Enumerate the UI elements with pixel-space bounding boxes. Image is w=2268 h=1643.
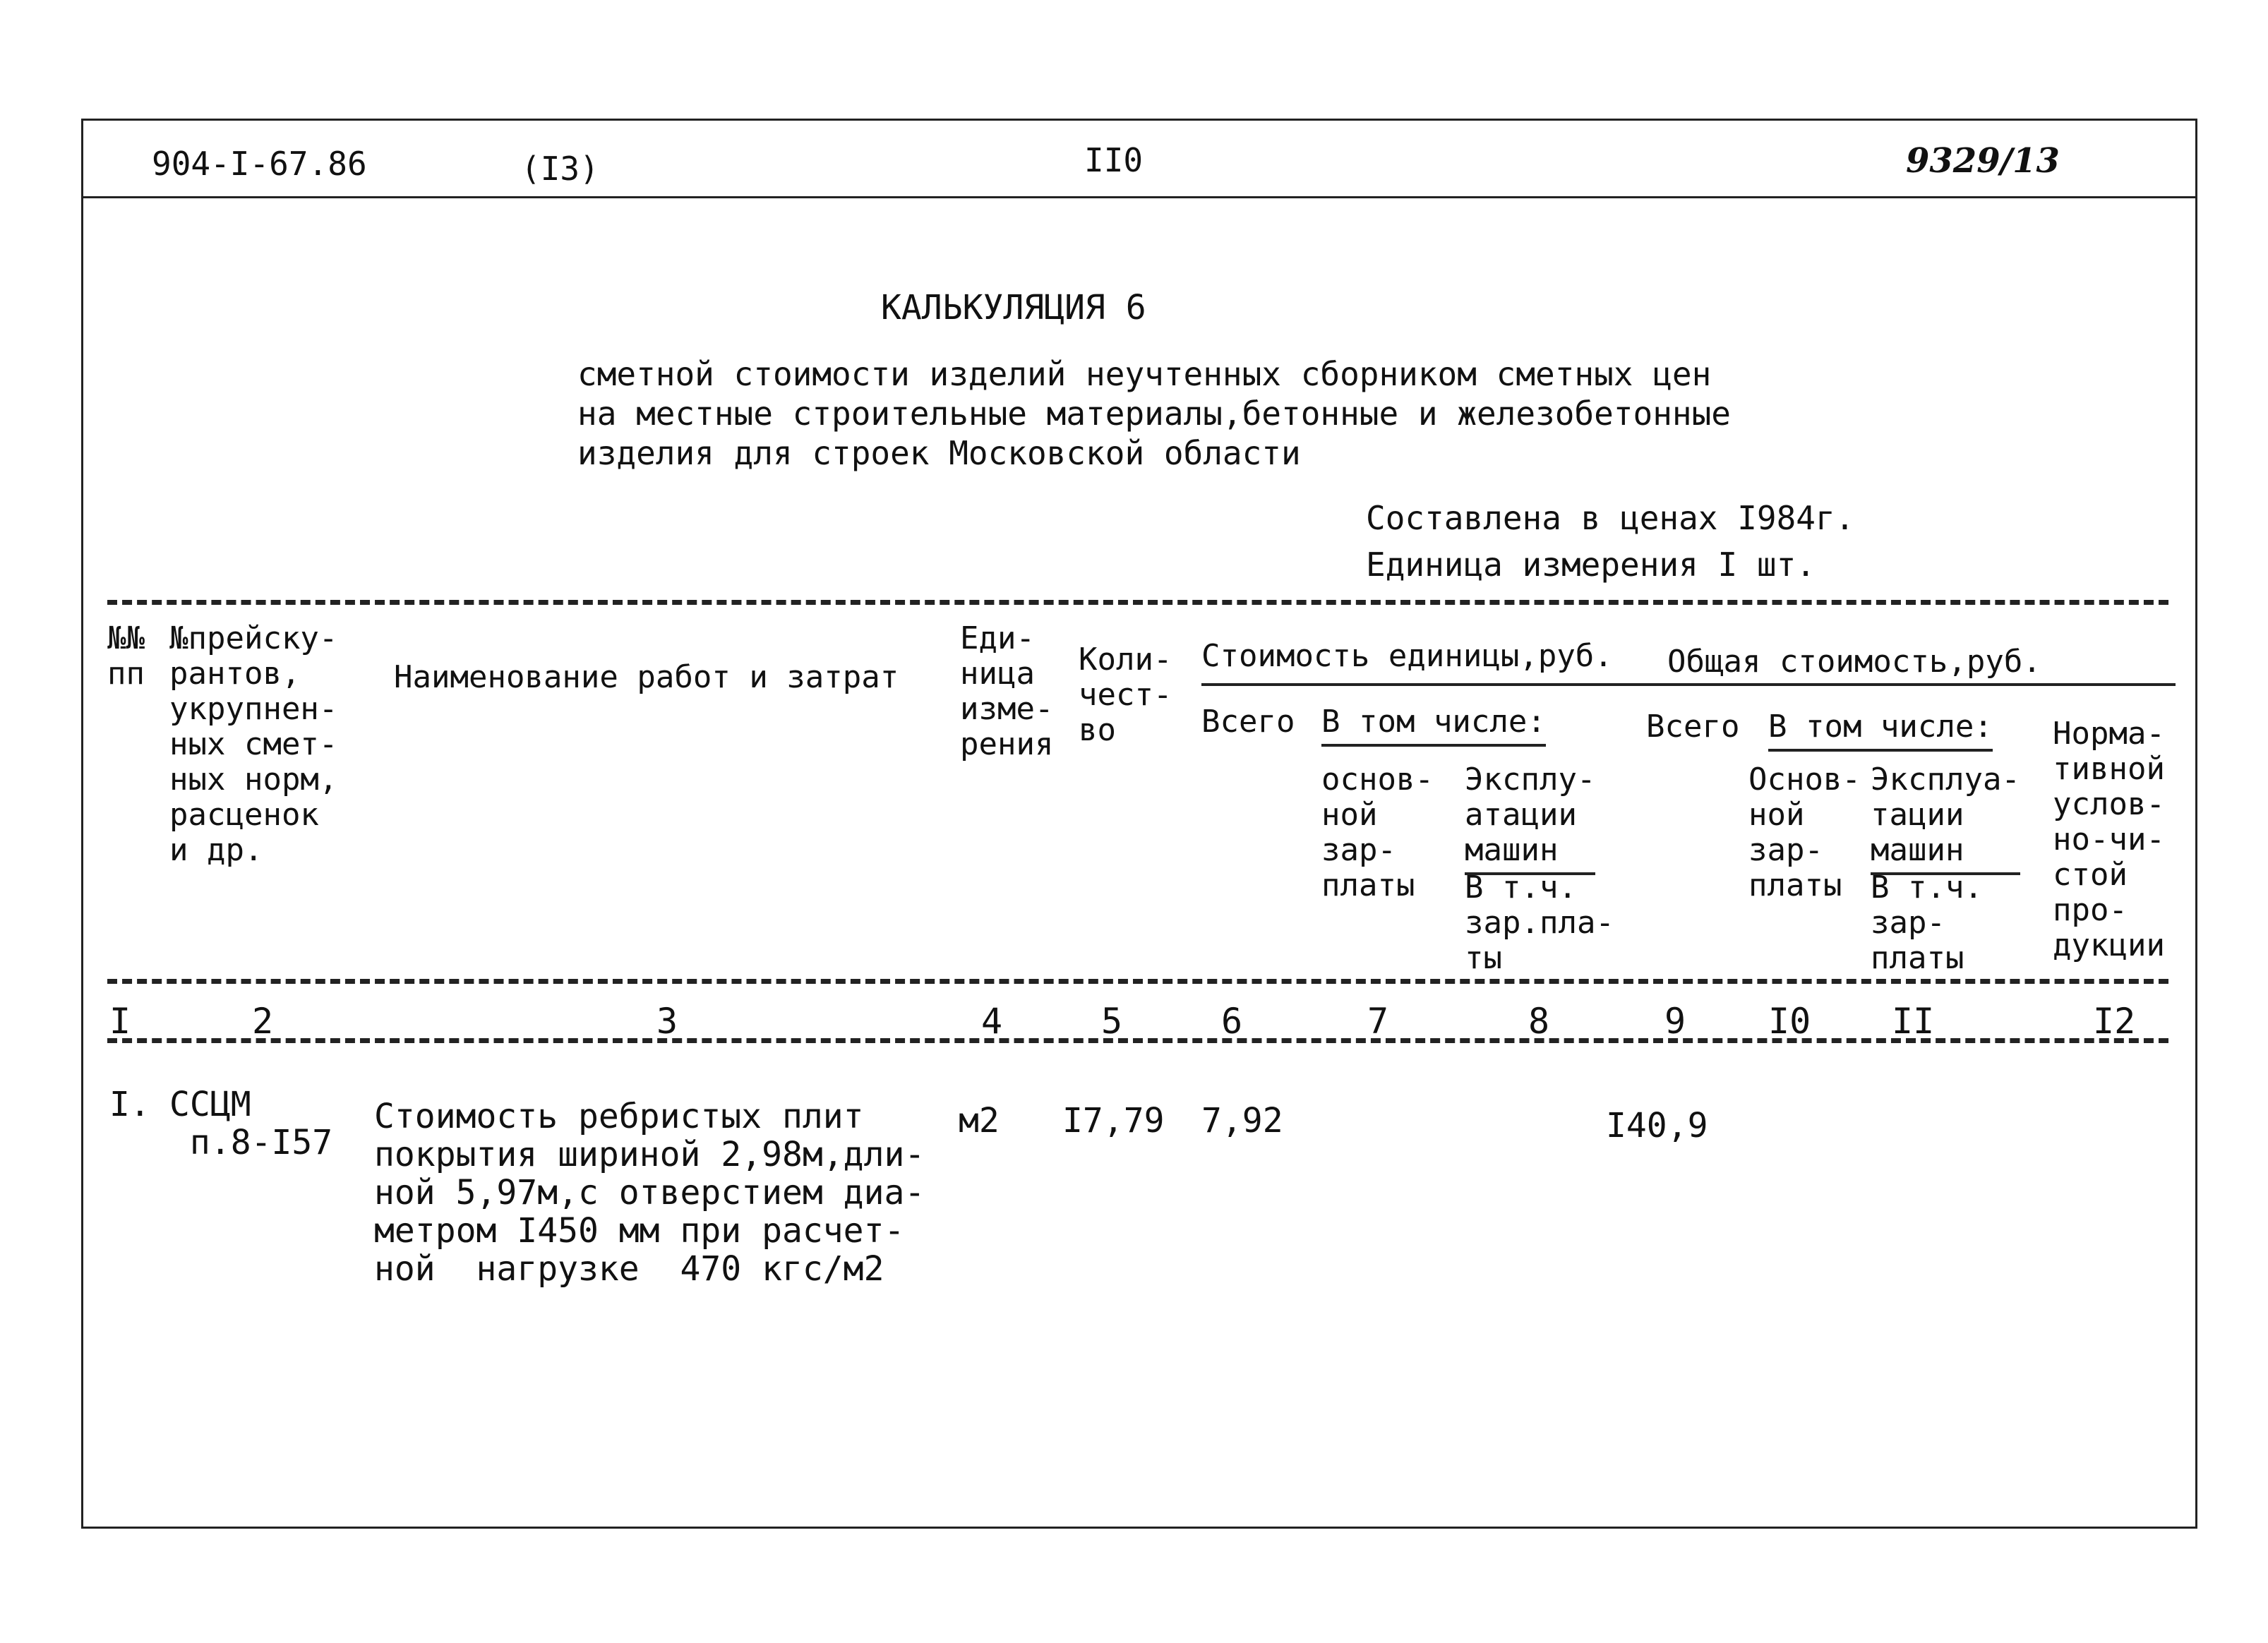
col-header-total-cost: Общая стоимость,руб.	[1667, 644, 2041, 680]
col-header-unit-total: Всего	[1201, 704, 1295, 740]
row-1-ref: ССЦМ п.8-I57	[169, 1085, 333, 1162]
row-1-unit-total: 7,92	[1201, 1101, 1283, 1141]
col-header-in-that-2: В том числе:	[1768, 709, 1993, 752]
row-1-qty: I7,79	[1062, 1101, 1165, 1141]
document-heading: КАЛЬКУЛЯЦИЯ 6	[881, 288, 1146, 327]
column-numbers-rule	[107, 1038, 2168, 1043]
col-header-unit-machines: Эксплу- атации машин	[1465, 762, 1595, 875]
col-header-no: №№ пп	[107, 620, 145, 692]
column-number-4: 4	[981, 1001, 1003, 1042]
col-header-total-sum: Всего	[1646, 709, 1740, 745]
col-header-unit-machines-wages: В т.ч. зар.пла- ты	[1465, 869, 1614, 976]
title-line-1: сметной стоимости изделий неучтенных сборником сметных цен	[577, 355, 1712, 393]
row-1-name: Стоимость ребристых плит покрытия шириной 2,98м,дли- ной 5,97м,с отверстием диа- метром I450 мм при расчет- ной нагрузке 470 кгс/м2	[374, 1097, 925, 1289]
page-number: II0	[1084, 141, 1144, 179]
header-rule	[81, 196, 2197, 198]
sheet-code: (I3)	[521, 150, 599, 188]
table-top-rule	[107, 600, 2168, 605]
archive-number: 9329/13	[1906, 141, 2060, 181]
column-number-11: II	[1892, 1001, 1935, 1042]
column-number-10: I0	[1768, 1001, 1811, 1042]
row-1-total: I40,9	[1606, 1106, 1708, 1145]
column-number-9: 9	[1664, 1001, 1686, 1042]
col-header-qty: Коли- чест- во	[1079, 642, 1172, 748]
doc-code: 904-I-67.86	[152, 145, 367, 183]
col-header-in-that-1: В том числе:	[1321, 704, 1546, 747]
col-header-unit: Еди- ница изме- рения	[960, 620, 1054, 762]
column-number-2: 2	[252, 1001, 274, 1042]
col-header-normative: Норма- тивной услов- но-чи- стой про- дукции	[2053, 716, 2165, 963]
column-number-3: 3	[656, 1001, 678, 1042]
column-number-8: 8	[1528, 1001, 1550, 1042]
header-bottom-rule	[107, 979, 2168, 984]
col-header-total-machines-wages: В т.ч. зар- платы	[1871, 869, 1983, 976]
column-number-7: 7	[1367, 1001, 1389, 1042]
row-1-unit: м2	[959, 1101, 1000, 1141]
column-number-12: I2	[2093, 1001, 2136, 1042]
col-header-ref: №прейску- рантов, укрупнен- ных смет- ных норм, расценок и др.	[169, 620, 338, 868]
cost-group-rule	[1201, 683, 2176, 686]
col-header-unit-cost: Стоимость единицы,руб.	[1201, 638, 1613, 674]
col-header-total-wages: Основ- ной зар- платы	[1748, 762, 1861, 903]
title-line-2: на местные строительные материалы,бетонные и железобетонные	[577, 395, 1731, 433]
prices-basis: Составлена в ценах I984г.	[1366, 499, 1855, 537]
unit-of-measure: Единица измерения I шт.	[1366, 546, 1816, 584]
col-header-total-machines: Эксплуа- тации машин	[1871, 762, 2020, 875]
column-number-5: 5	[1101, 1001, 1123, 1042]
col-header-unit-wages: основ- ной зар- платы	[1321, 762, 1434, 903]
column-number-1: I	[109, 1001, 131, 1042]
column-number-6: 6	[1221, 1001, 1243, 1042]
col-header-name: Наименование работ и затрат	[394, 659, 899, 695]
title-line-3: изделия для строек Московской области	[577, 434, 1301, 472]
row-1-no: I.	[109, 1085, 150, 1124]
